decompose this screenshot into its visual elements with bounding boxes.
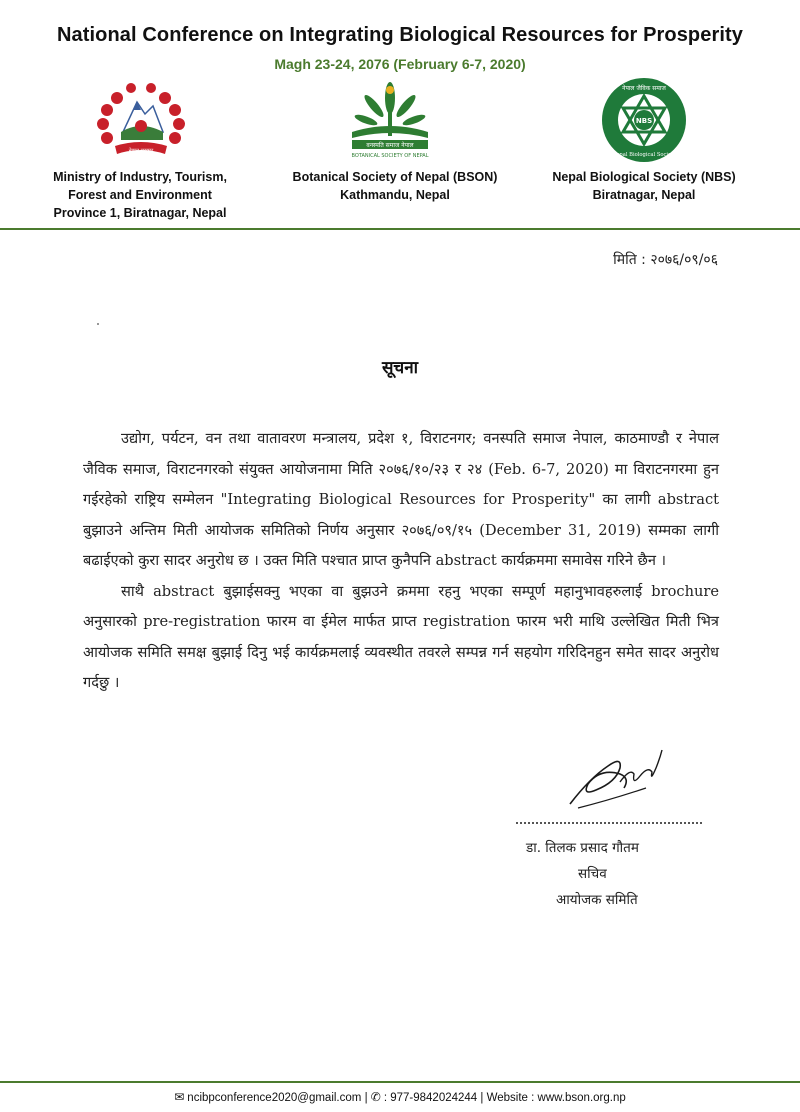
- organizer-line: Botanical Society of Nepal (BSON): [292, 170, 498, 184]
- organizer-ministry: [28, 168, 252, 222]
- notice-heading: सूचना: [381, 358, 419, 378]
- signatory-name: डा. तिलक प्रसाद गौतम: [526, 840, 639, 856]
- footer-website[interactable]: Website : www.bson.org.np: [486, 1092, 626, 1104]
- footer-divider: [0, 1081, 800, 1083]
- notice-body: [83, 424, 719, 699]
- nbs-logo-text-top: नेपाल जैविक समाज: [622, 85, 666, 92]
- footer-separator: |: [364, 1092, 368, 1104]
- organizer-line: Biratnagar, Nepal: [592, 188, 696, 202]
- footer-phone: : 977-9842024244: [383, 1092, 478, 1104]
- organizer-line: Ministry of Industry, Tourism,: [53, 170, 227, 184]
- organizer-line: Nepal Biological Society (NBS): [552, 170, 736, 184]
- signature-line: [516, 822, 702, 824]
- footer-email[interactable]: ncibpconference2020@gmail.com: [187, 1092, 362, 1104]
- footer-contact: [0, 1090, 800, 1104]
- signatory-post: सचिव: [578, 866, 607, 882]
- phone-icon: ✆: [370, 1090, 381, 1104]
- organizer-line: Kathmandu, Nepal: [340, 188, 450, 202]
- nbs-star-logo-icon: [600, 76, 688, 164]
- nbs-logo-center-text: NBS: [635, 117, 653, 125]
- svg-text:नेपाल सरकार: नेपाल सरकार: [128, 148, 154, 154]
- notice-paragraph: साथै abstract बुझाईसक्नु भएका वा बुझउने क्रममा रहनु भएका सम्पूर्ण महानुभावहरुलाई brochure अनुसारको pre-registration फारम वा ईमेल मार्फत प्राप्त registration फारम भरी माथि उल्लेखित मिती भित्र आयोजक समिति समक्ष बुझाई दिनु भई कार्यक्रमलाई व्यवस्थीत तवरले सम्पन्न गर्न सहयोग गरिदिनहुन समेत सादर अनुरोध गर्दछु ।: [83, 582, 719, 691]
- bson-logo-text-top: वनस्पति समाज नेपाल: [366, 142, 414, 149]
- bson-plant-logo-icon: [344, 76, 436, 162]
- header-divider: [0, 228, 800, 230]
- handwritten-signature-icon: [560, 738, 670, 814]
- bson-logo-text-bottom: BOTANICAL SOCIETY OF NEPAL: [351, 153, 429, 159]
- nepal-government-emblem-icon: [93, 80, 189, 164]
- footer-separator: |: [480, 1092, 484, 1104]
- envelope-icon: ✉: [174, 1090, 185, 1104]
- signatory-organization: आयोजक समिति: [556, 892, 638, 908]
- nbs-logo-text-bottom: Nepal Biological Society: [611, 152, 677, 158]
- organizer-line: Forest and Environment: [68, 188, 212, 202]
- stray-dot: [97, 323, 99, 325]
- notice-date: मिति : २०७६/०९/०६: [613, 252, 718, 268]
- organizer-bson: [270, 168, 520, 204]
- notice-paragraph: उद्योग, पर्यटन, वन तथा वातावरण मन्त्रालय, प्रदेश १, विराटनगर; वनस्पति समाज नेपाल, काठमाण्डौ र नेपाल जैविक समाज, विराटनगरको संयुक्त आयोजनामा मिति २०७६/१०/२३ र २४ (Feb. 6-7, 2020) मा विराटनगरमा हुन गईरहेको राष्ट्रिय सम्मेलन "Integrating Biological Resources for Prosperity" का लागी abstract बुझाउने अन्तिम मिती आयोजक समितिको निर्णय अनुसार २०७६/०९/१५ (December 31, 2019) सम्मका लागी बढाईएको कुरा सादर अनुरोध छ । उक्त मिति पश्चात प्राप्त कुनैपनि abstract कार्यक्रममा समावेस गरिने छैन ।: [83, 430, 719, 569]
- conference-date: Magh 23-24, 2076 (February 6-7, 2020): [274, 56, 526, 72]
- conference-title: National Conference on Integrating Biological Resources for Prosperity: [56, 24, 743, 46]
- organizer-nbs: [532, 168, 756, 204]
- organizer-line: Province 1, Biratnagar, Nepal: [53, 206, 227, 220]
